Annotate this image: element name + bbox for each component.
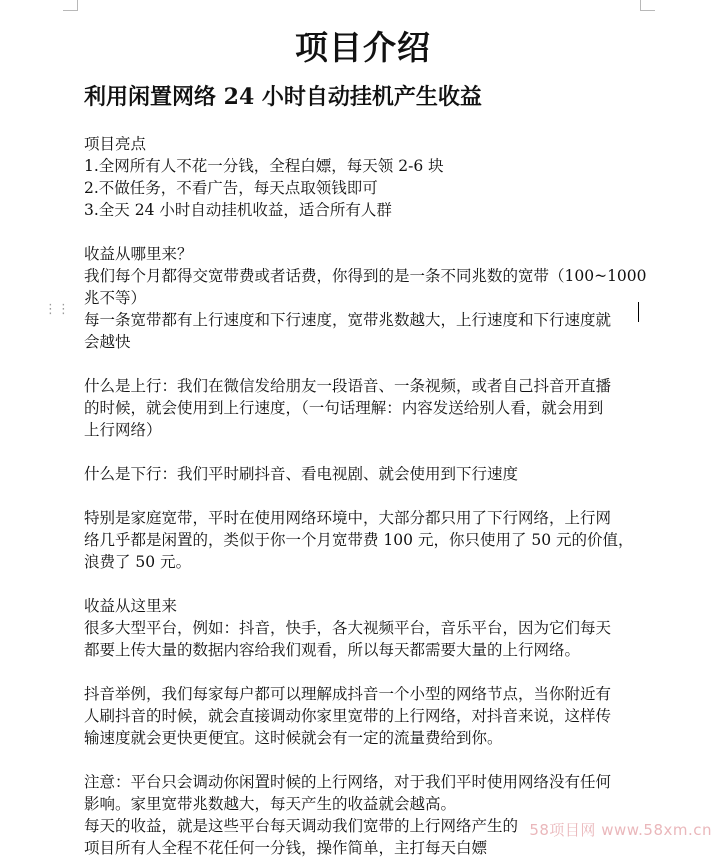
page-title: 项目介绍 [295,28,431,67]
paragraph-line: 我们每个月都得交宽带费或者话费，你得到的是一条不同兆数的宽带（100~1000 [84,267,647,285]
section-heading: 收益从哪里来？ [84,245,193,263]
paragraph-line: 1.全网所有人不花一分钱，全程白嫖，每天领 2-6 块 [84,157,444,175]
watermark: 58项目网 www.58xm.cn [529,821,712,839]
paragraph-line: 特别是家庭宽带，平时在使用网络环境中，大部分都只用了下行网络，上行网 [84,509,612,527]
section-highlights [84,133,644,221]
paragraph-line: 的时候，就会使用到上行速度，（一句话理解：内容发送给别人看，就会用到 [84,399,604,417]
paragraph-line: 什么是上行：我们在微信发给朋友一段语音、一条视频，或者自己抖音开直播 [84,377,612,395]
section-income-source [84,243,647,353]
section-note [84,771,644,859]
document-body[interactable] [84,133,647,859]
paragraph-line: 抖音举例，我们每家每户都可以理解成抖音一个小型的网络节点，当你附近有 [84,685,612,703]
paragraph-line: 会越快 [84,333,131,351]
section-income-here [84,595,644,661]
section-heading: 项目亮点 [84,135,147,153]
paragraph-line: 兆不等） [84,289,147,307]
paragraph-line: 输速度就会更快更便宜。这时候就会有一定的流量费给到你。 [84,729,503,747]
section-home-broadband [84,507,644,573]
paragraph-line: 3.全天 24 小时自动挂机收益，适合所有人群 [84,201,392,219]
page-subtitle: 利用闲置网络 24 小时自动挂机产生收益 [84,84,482,110]
crop-mark-top-right [640,0,655,11]
paragraph-line: 注意：平台只会调动你闲置时候的上行网络，对于我们平时使用网络没有任何 [84,773,612,791]
paragraph-line: 络几乎都是闲置的，类似于你一个月宽带费 100 元，你只使用了 50 元的价值， [84,531,634,549]
section-heading: 收益从这里来 [84,597,178,615]
paragraph-line: 每天的收益，就是这些平台每天调动我们宽带的上行网络产生的 [84,817,519,835]
paragraph-line: 浪费了 50 元。 [84,553,192,571]
paragraph-line: 都要上传大量的数据内容给我们观看，所以每天都需要大量的上行网络。 [84,641,581,659]
section-upload [84,375,644,441]
paragraph-line: 2.不做任务，不看广告，每天点取领钱即可 [84,179,378,197]
crop-mark-top-left [63,0,78,11]
section-download [84,463,644,485]
drag-handle-icon[interactable]: ⋮⋮ [44,302,70,317]
paragraph-line: 上行网络） [84,421,162,439]
paragraph-line: 人刷抖音的时候，就会直接调动你家里宽带的上行网络，对抖音来说，这样传 [84,707,612,725]
paragraph-line: 很多大型平台，例如：抖音，快手，各大视频平台，音乐平台，因为它们每天 [84,619,612,637]
paragraph-line: 项目所有人全程不花任何一分钱，操作简单，主打每天白嫖 [84,839,488,857]
paragraph-line: 影响。家里宽带兆数越大，每天产生的收益就会越高。 [84,795,457,813]
paragraph-line: 每一条宽带都有上行速度和下行速度，宽带兆数越大，上行速度和下行速度就 [84,311,612,329]
section-douyin-example [84,683,644,749]
paragraph-line: 什么是下行：我们平时刷抖音、看电视剧、就会使用到下行速度 [84,465,519,483]
